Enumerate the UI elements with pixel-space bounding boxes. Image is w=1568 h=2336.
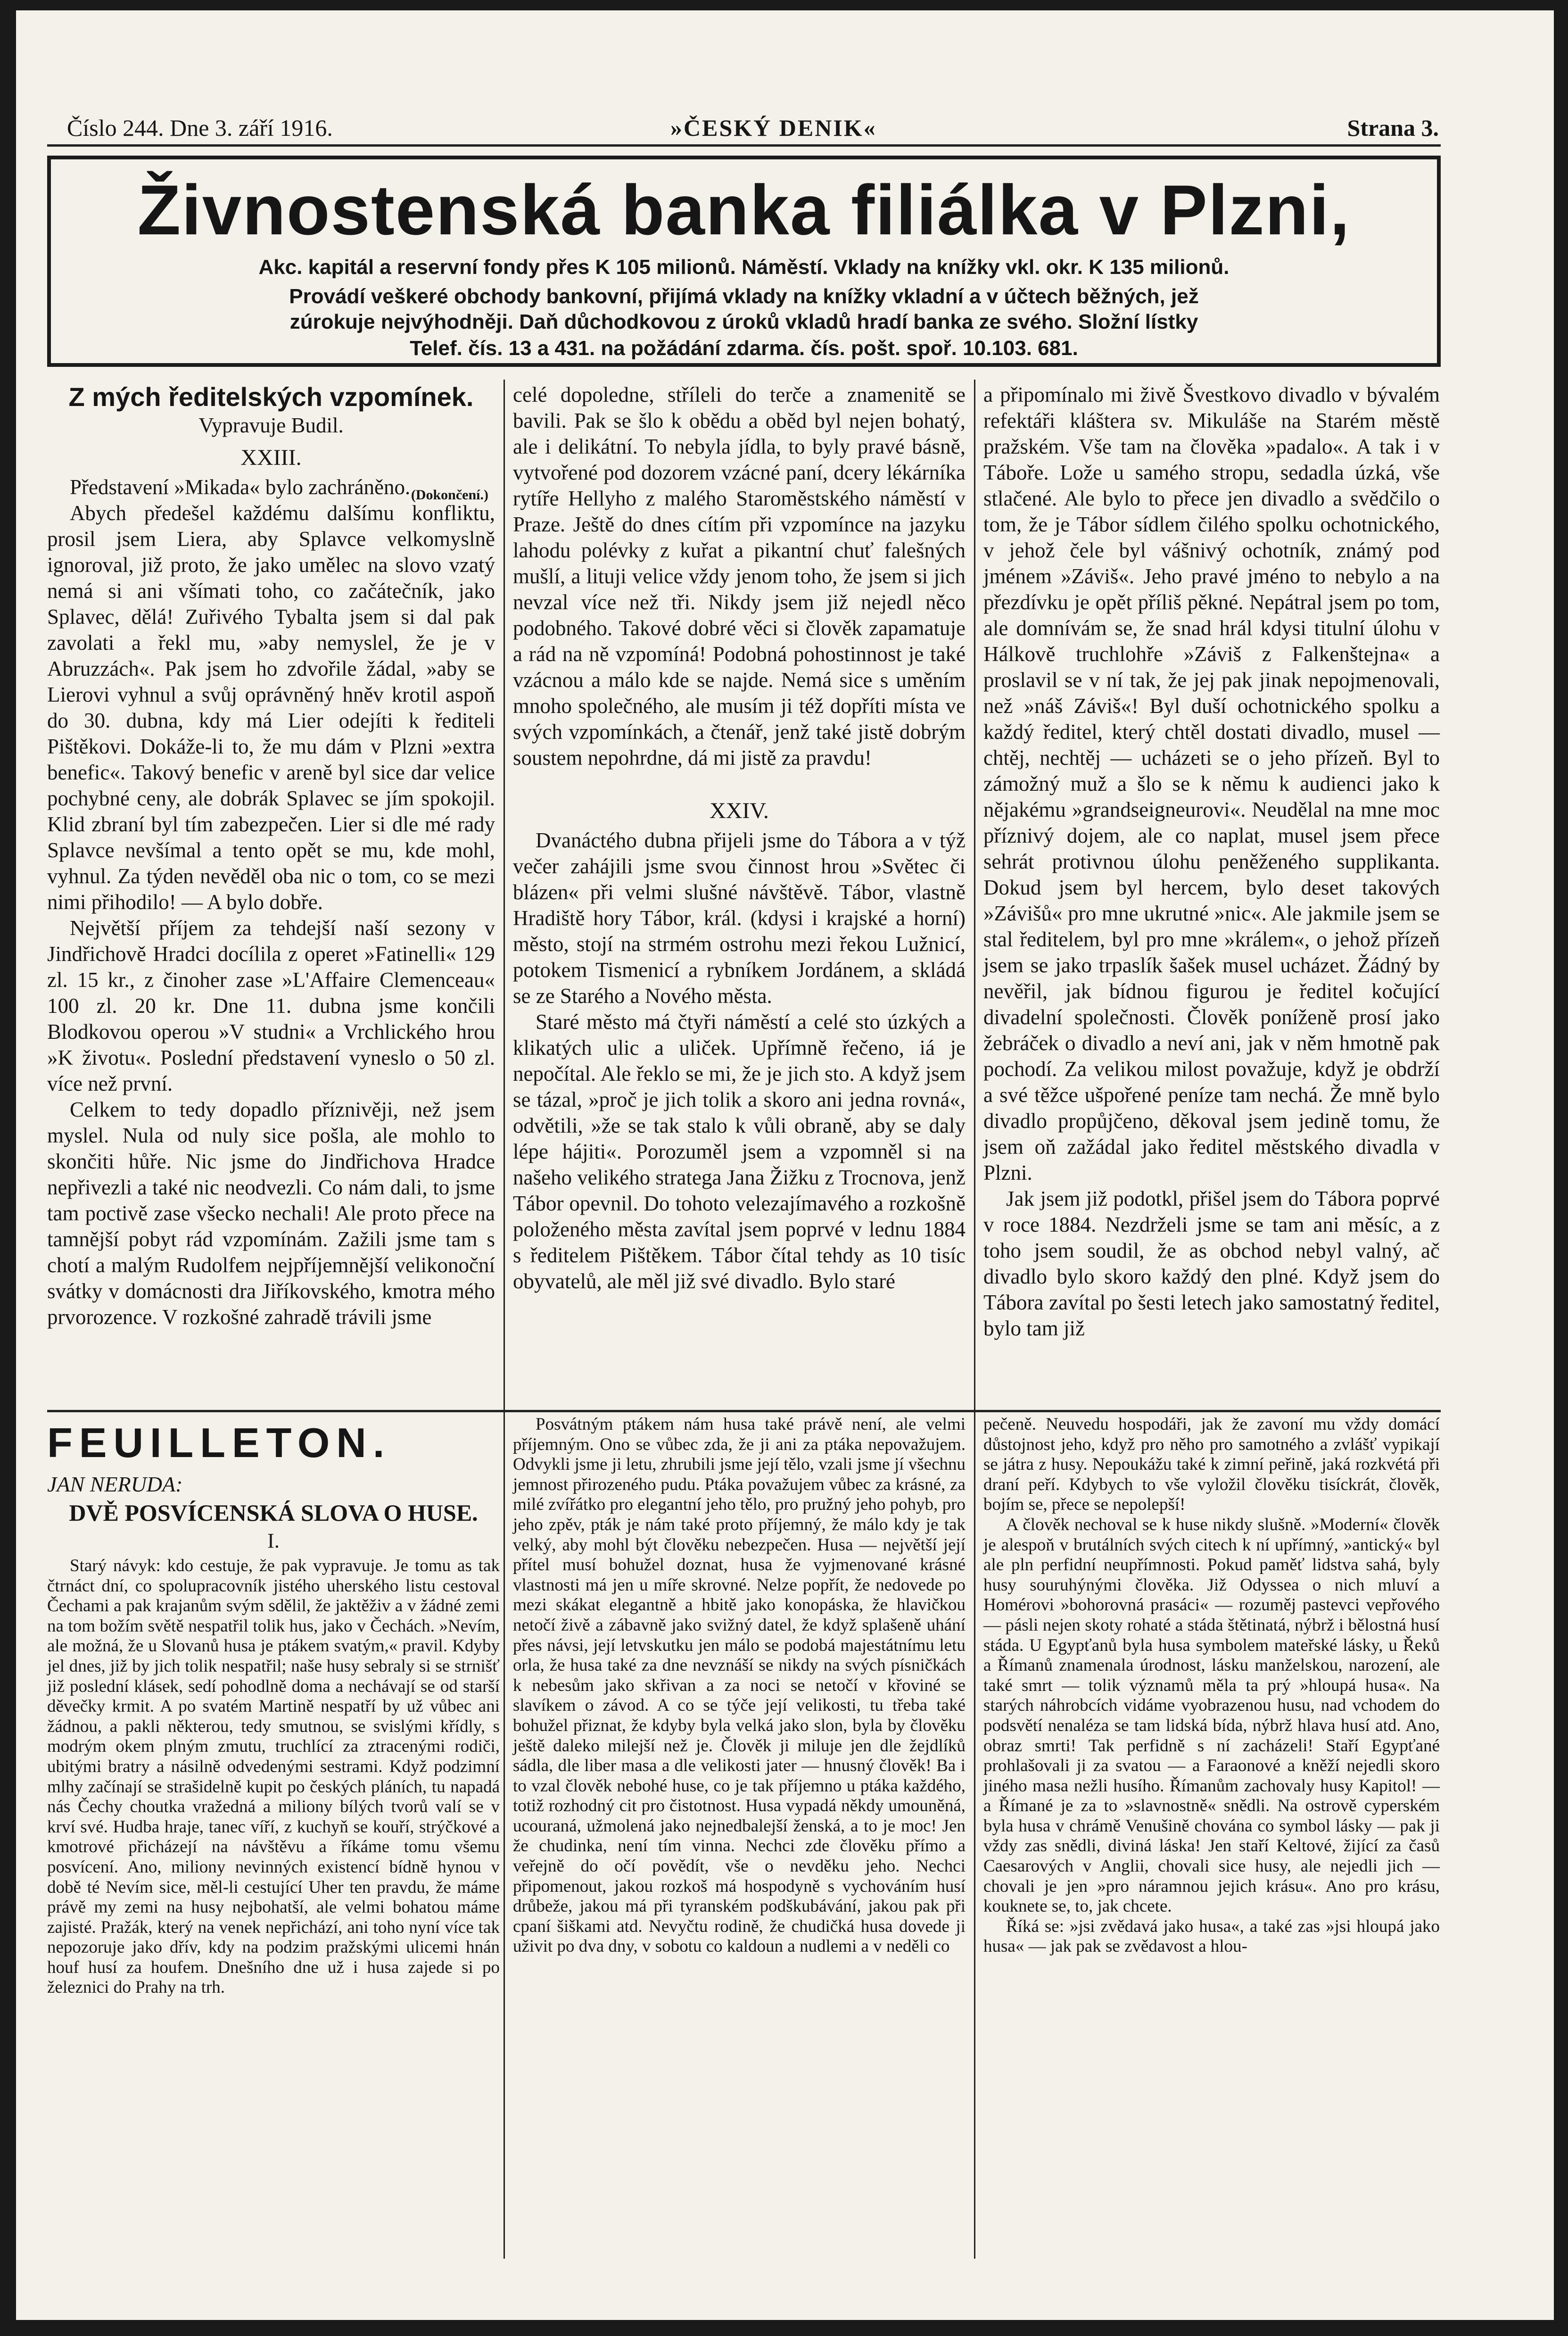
paragraph: Největší příjem za tehdejší naší sezony v Jindřichově Hradci docílila z operet »Fatinelli« 129 zl. 15 kr., z činoher zase »L'Affaire Clemenceau« 100 zl. 20 kr. Dne 11. dubna jsme končili Blodkovou operou »V studni« a Vrchlického hrou »K životu«. Poslední představení vyneslo o 50 zl. více než první. <box>47 916 495 1095</box>
paragraph: Posvátným ptákem nám husa také právě není, ale velmi příjemným. Ono se vůbec zda, že ji ani za ptáka nepovažujem. Odvykli jsme ji letu, zhrubili jsme její tělo, vzali jsme jí všechnu jemnost přirozeného pudu. Ptáka považujem vůbec za krásné, za milé zvířátko pro elegantní jeho tělo, pro pružný jeho pohyb, pro jeho zpěv, pták je nám také proto příjemný, že málo kdy je tak velký, aby mohl být člověku nebezpečen. Husa — největší její přítel musí bohužel doznat, husa že vyjmenované krásné vlastnosti má jen u míře skrovné. Nelze popřít, že nedovede po mezi skákat elegantně a hbitě jako konopáska, že hlavičkou netočí živě a zábavně jako svižný datel, že když splašeně uhání přes návsi, její letvskutku jen málo se podobá majestátnímu letu orla, že husa také za dne nevznáší se nikdy na svých písničkách k nebesům jako skřivan a za noci se netočí v křoviné se slavíkem o závod. A co se týče její velikosti, tu třeba také bohužel přiznat, že kdyby byla velká jako slon, byla by člověku ještě daleko milejší než je. Člověk ji miluje jen dle žejdlíků sádla, dle liber masa a dle velikosti jater — hnusný člověk! Ba i to vzal člověk nebohé huse, co je tak příjemno u ptáka každého, totiž rozhodný cit pro čistotnost. Husa vypadá někdy umouněná, ucouraná, užmolená jako nejnedbalejší ženská, a to je moc! Jen že chudinka, není tím vinna. Nechci zde člověku přímo a veřejně do očí povědít, vše o nevděku jeho. Nechci připomenout, jakou rozkoš má hospodyně s vychováním husí drůbeže, jakou má při tyranském podškubávání, jakou pak při cpaní šiškami atd. Nevyčtu rodině, že chudičká husa dovede ji uživit po dva dny, v sobotu co kaldoun a nudlemi a v neděli co <box>513 1415 966 1956</box>
feuilleton-heading: FEUILLETON. <box>47 1419 391 1466</box>
paragraph: Starý návyk: kdo cestuje, že pak vypravuje. Je tomu as tak čtrnáct dní, co spolupracovník jistého uherského listu cestoval Čechami a pak krajanům svým sdělil, že jaktěživ a v žádné zemi na tom božím světě nespatřil tolik hus, jako v Čechách. »Nevím, ale možná, že u Slovanů husa je ptákem svatým,« pravil. Kdyby jel dnes, již by jich tolik nespatřil; naše husy sebraly si se strnišť již poslední klásek, sedí pohodlně doma a nechávají se od starší děvečky krmit. A po svatém Martině nespatří by už vůbec ani žádnou, a pakli některou, tedy smutnou, se svislými křídly, s modrým okem plným zmutu, truchlící za ztracenými rodiči, ubitými bratry a násilně odvedenými sestrami. Když podzimní mlhy začínají se strašidelně kupit po českých pláních, tu napadá nás Čechy choutka vražedná a miliony bílých tvorů valí se v krví své. Hudba hraje, tanec víří, z kuchyň se kouří, strýčkové a kmotrové přicházejí na návštěvu a říkáme tomu všemu posvícení. Ano, miliony nevinných existencí bídně hynou v době té Nevím sice, měl-li cestující Uher ten pravdu, že máme právě my zemi na husy nejbohatší, ale velmi bohatou máme zajisté. Pražák, který na venek nepřichází, ani toho nyní více tak nepozoruje jako dřív, kdy na podzim pražskými ulicemi hnán houf husí za houfem. Dnešního dne už i husa zajede si po železnici do Prahy na trh. <box>47 1556 500 1997</box>
feuilleton-column-3 <box>983 1415 1440 2259</box>
ad-line-3: zúrokuje nejvýhodněji. Daň důchodkovou z úroků vkladů hradí banka ze svého. Složní lístky <box>289 310 1198 333</box>
column-rule-2 <box>974 380 975 1417</box>
ad-line-2: Provádí veškeré obchody bankovní, přijímá vklady na knížky vkladní a v účtech běžných, jež <box>289 285 1199 308</box>
article-column-3 <box>983 382 1440 1410</box>
feuilleton-author: JAN NERUDA: <box>47 1472 183 1496</box>
article-narrator: Vypravuje Budil. <box>198 414 344 437</box>
paragraph: Dvanáctého dubna přijeli jsme do Tábora a v týž večer zahájili jsme svou činnost hrou »Světec či blázen« při velmi slušné návštěvě. Tábor, vlastně Hradiště hory Tábor, král. (kdysi i krajské a horní) město, stojí na strmém ostrohu mezi řekou Lužnicí, potokem Tismenicí a rybníkem Jordánem, a skládá se ze Starého a Nového města. <box>513 828 966 1008</box>
ad-line-1: Akc. kapitál a reservní fondy přes K 105 milionů. Náměstí. Vklady na knížky vkl. okr. K 135 milionů. <box>258 256 1230 279</box>
column-rule-3 <box>503 1415 505 2259</box>
feuilleton-chapter: I. <box>267 1529 280 1552</box>
bank-advertisement <box>47 156 1441 367</box>
newspaper-name: »ČESKÝ DENIK« <box>670 115 877 141</box>
column-rule-1 <box>503 380 505 1417</box>
page-header <box>53 111 1439 144</box>
issue-date: Číslo 244. Dne 3. září 1916. <box>67 115 333 141</box>
article-column-2 <box>513 382 966 1410</box>
chapter-number: XXIII. <box>240 445 302 470</box>
paragraph: Celkem to tedy dopadlo příznivěji, než jsem myslel. Nula od nuly sice pošla, ale mohlo to skončiti hůře. Nic jsme do Jindřichova Hradce nepřivezli a také nic neodvezli. Co nám dali, to jsme tam poctivě zase všecko nechali! Ale proto přece na tamnější pobyt rád vzpomínám. Zažili jsme tam s chotí a malým Rudolfem nejpříjemnější velikonoční svátky v domácnosti dra Jiříkovského, kmotra mého prvorozence. V rozkošné zahradě trávili jsme <box>47 1098 495 1329</box>
header-rule <box>47 144 1441 147</box>
paragraph: A člověk nechoval se k huse nikdy slušně. »Moderní« člověk je alespoň v brutálních svých citech k ní upřímný, »antický« byl ale pln perfidní neupřímnosti. Pokud paměť lidstva sahá, byly husy souruhýnými člověka. Již Odyssea o nich mluví a Homérovi »bohorovná prasáci« — rozuměj pastevci vepřového — pásli nejen skoty rohaté a stáda štětinatá, nýbrž i bělostná husí stáda. U Egypťanů byla husa symbolem mateřské lásky, u Řeků a Římanů znamenala úrodnost, lásku manželskou, narození, ale také smrt — tolik významů měla ta prý »hloupá husa«. Na starých náhrobcích vidáme vyobrazenou husu, nad vchodem do podsvětí nenaléza se tam lidská bída, nýbrž hlava husí atd. Ano, obraz smrti! Tak perfidně s ní zacházeli! Staří Egypťané prohlašovali ji za svatou — a Faraonové a kněží nejedli skoro jiného masa nežli husího. Římanům zachovaly husy Kapitol! — a Římané je za to »slavnostně« snědli. Na ostrově cyperském byla husa v chrámě Venušině chována co symbol lásky — pak ji vždy zas snědli, diviná láska! Jen staří Keltové, žijící za časů Caesarových v Anglii, chovali sice husy, ale nejedli jich — chovali je jen »pro náramnou jejich krásu«. Ano pro krásu, kouknete se, to, jak chcete. <box>983 1515 1440 1916</box>
chapter-number: XXIV. <box>710 798 769 823</box>
ad-line-4: Telef. čís. 13 a 431. na požádání zdarma. čís. pošt. spoř. 10.103. 681. <box>410 337 1078 360</box>
paragraph: Jak jsem již podotkl, přišel jsem do Tábora poprvé v roce 1884. Nezdrželi jsme se tam ani měsíc, a z toho jsem soudil, že as obchod nebyl valný, ač divadlo bylo skoro každý den plné. Když jsem do Tábora zavítal po šesti letech jako samostatný ředitel, bylo tam již <box>983 1187 1440 1340</box>
feuilleton-column-1 <box>47 1556 500 2254</box>
paragraph: Staré město má čtyři náměstí a celé sto úzkých a klikatých ulic a uliček. Upřímně řečeno, iá je nepočítal. Ale řeklo se mi, že je jich sto. A když jsem se tázal, »proč je jich tolik a skoro ani jedna rovná«, odvětili, »že se tak stalo k vůli obraně, aby se daly lépe hájiti«. Porozuměl jsem a vzpomněl si na našeho velikého stratega Jana Žižku z Trocnova, jenž Tábor opevnil. Do tohoto velezajímavého a rozkošně položeného města zavítal jsem poprvé v lednu 1884 s ředitelem Pištěkem. Tábor čítal tehdy as 10 tisíc obyvatelů, ale měl již své divadlo. Bylo staré <box>513 1010 966 1293</box>
article-title: Z mých ředitelských vzpomínek. <box>68 382 474 412</box>
feuilleton-column-2 <box>513 1415 966 2259</box>
column-rule-4 <box>974 1415 975 2259</box>
article-column-1 <box>47 382 495 1400</box>
paragraph: pečeně. Neuvedu hospodáři, jak že zavoní mu vždy domácí důstojnost jeho, když pro něho pro samotného a zvlášť vypikají se játra z husy. Nepoukážu také k zimní peřině, jaká rozkvétá při draní peří. Kdybych to vše vyložil člověku tisíckrát, člověk, bojím se, přece se nepolepší! <box>983 1415 1440 1515</box>
feuilleton-rule <box>47 1410 1441 1412</box>
paragraph: Říká se: »jsi zvědavá jako husa«, a také zas »jsi hloupá jako husa« — jak pak se zvědavost a hlou- <box>983 1916 1440 1956</box>
feuilleton-title: DVĚ POSVÍCENSKÁ SLOVA O HUSE. <box>69 1499 478 1526</box>
paragraph: a připomínalo mi živě Švestkovo divadlo v bývalém refektáři kláštera sv. Mikuláše na Starém městě pražském. Vše tam na člověka »padalo«. A tak i v Táboře. Lože u samého stropu, sedadla úzká, vše stlačené. Ale bylo to přece jen divadlo a svědčilo o tom, že je Tábor sídlem čilého spolku ochotnického, v jehož čele byl vášnivý ochotník, známý pod jménem »Záviš«. Jeho pravé jméno to nebylo a na přezdívku je opět příliš pěkné. Nepátral jsem po tom, ale domnívám se, že snad hrál kdysi titulní úlohu v Hálkově truchlohře »Záviš z Falkenštejna« a proslavil se v ní tak, že jej pak jinak nepojmenovali, než »náš Záviš«! Byl duší ochotnického spolku a každý ředitel, který chtěl dostati divadlo, musel — chtěj, nechtěj — ucházeti se o jeho přízeň. Byl to zámožný muž a šlo se k němu k audienci jako k nějakému »grandseigneurovi«. Neudělal na mne moc příznivý dojem, ale co naplat, musel jsem přece sehrát protivnou úlohu peněženého supplikanta. Dokud jsem byl hercem, bylo deset takových »Závišů« pro mne ukrutné »nic«. Ale jakmile jsem se stal ředitelem, byl pro mne »králem«, o jehož přízeň jsem se jako trpaslík šašek musel ucházet. Žádný by nevěřil, jak bídnou figurou je ředitel kočující divadelní společnosti. Člověk poníženě prosí jako žebráček o divadlo a neví ani, jak v něm hmotně pak pochodí. Za velikou milost považuje, když je obdrží a své těžce ušpořené peníze tam nechá. Že mně bylo divadlo propůjčeno, děkoval jsem jedině tomu, že jsem oň zažádal jako ředitel městského divadla v Plzni. <box>983 383 1440 1185</box>
paragraph: Představení »Mikada« bylo zachráněno. <box>70 475 411 499</box>
paragraph: celé dopoledne, stříleli do terče a znamenitě se bavili. Pak se šlo k obědu a oběd byl nejen bohatý, ale i delikátní. To nebyla jídla, to byly pravé básně, vytvořené pod dozorem vzácné paní, dcery lékárníka rytíře Hellyho z malého Staroměstského náměstí v Praze. Ještě do dnes cítím při vzpomínce na jazyku lahodu polévky z kuřat a pikantní chuť falešných mušlí, a lituji velice vždy jenom toho, že jsem si jich nevzal více než tři. Nikdy jsem již nejedl něco podobného. Takové dobré věci si člověk zapamatuje a rád na ně vzpomíná! Podobná pohostinnost je také vzácnou a málo kde se najde. Nemá sice s uměním mnoho společného, ale musím ji též dopříti místa ve svých vzpomínkách, a čtenář, jenž také jistě dobrým soustem nepohrdne, dá mi jistě za pravdu! <box>513 383 966 770</box>
continuation-note: (Dokončení.) <box>411 487 488 503</box>
paragraph: Abych předešel každému dalšímu konfliktu, prosil jsem Liera, aby Splavce velkomyslně ignoroval, již proto, že jako umělec na slovo vzatý nemá si ani všímati toho, co začátečník, jako Splavec, dělá! Zuřivého Tybalta jsem si dal pak zavolati a řekl mu, »aby nemyslel, že je v Abruzzách«. Pak jsem ho zdvořile žádal, »aby se Lierovi vyhnul a svůj oprávněný hněv krotil aspoň do 30. dubna, kdy má Lier odejíti k řediteli Pištěkovi. Dokáže-li to, že mu dám v Plzni »extra benefic«. Takový benefic v areně byl sice dar velice pochybné ceny, ale dobrák Splavec se jím spokojil. Klid zbraní byl tím zabezpečen. Lier si dle mé rady Splavce nevšímal a tento opět se mu, kde mohl, vyhnul. Za týden nevěděl oba nic o tom, co se mezi nimi přihodilo! — A bylo dobře. <box>47 501 495 914</box>
page-number: Strana 3. <box>1347 115 1439 141</box>
ad-title: Živnostenská banka filiálka v Plzni, <box>137 170 1351 249</box>
